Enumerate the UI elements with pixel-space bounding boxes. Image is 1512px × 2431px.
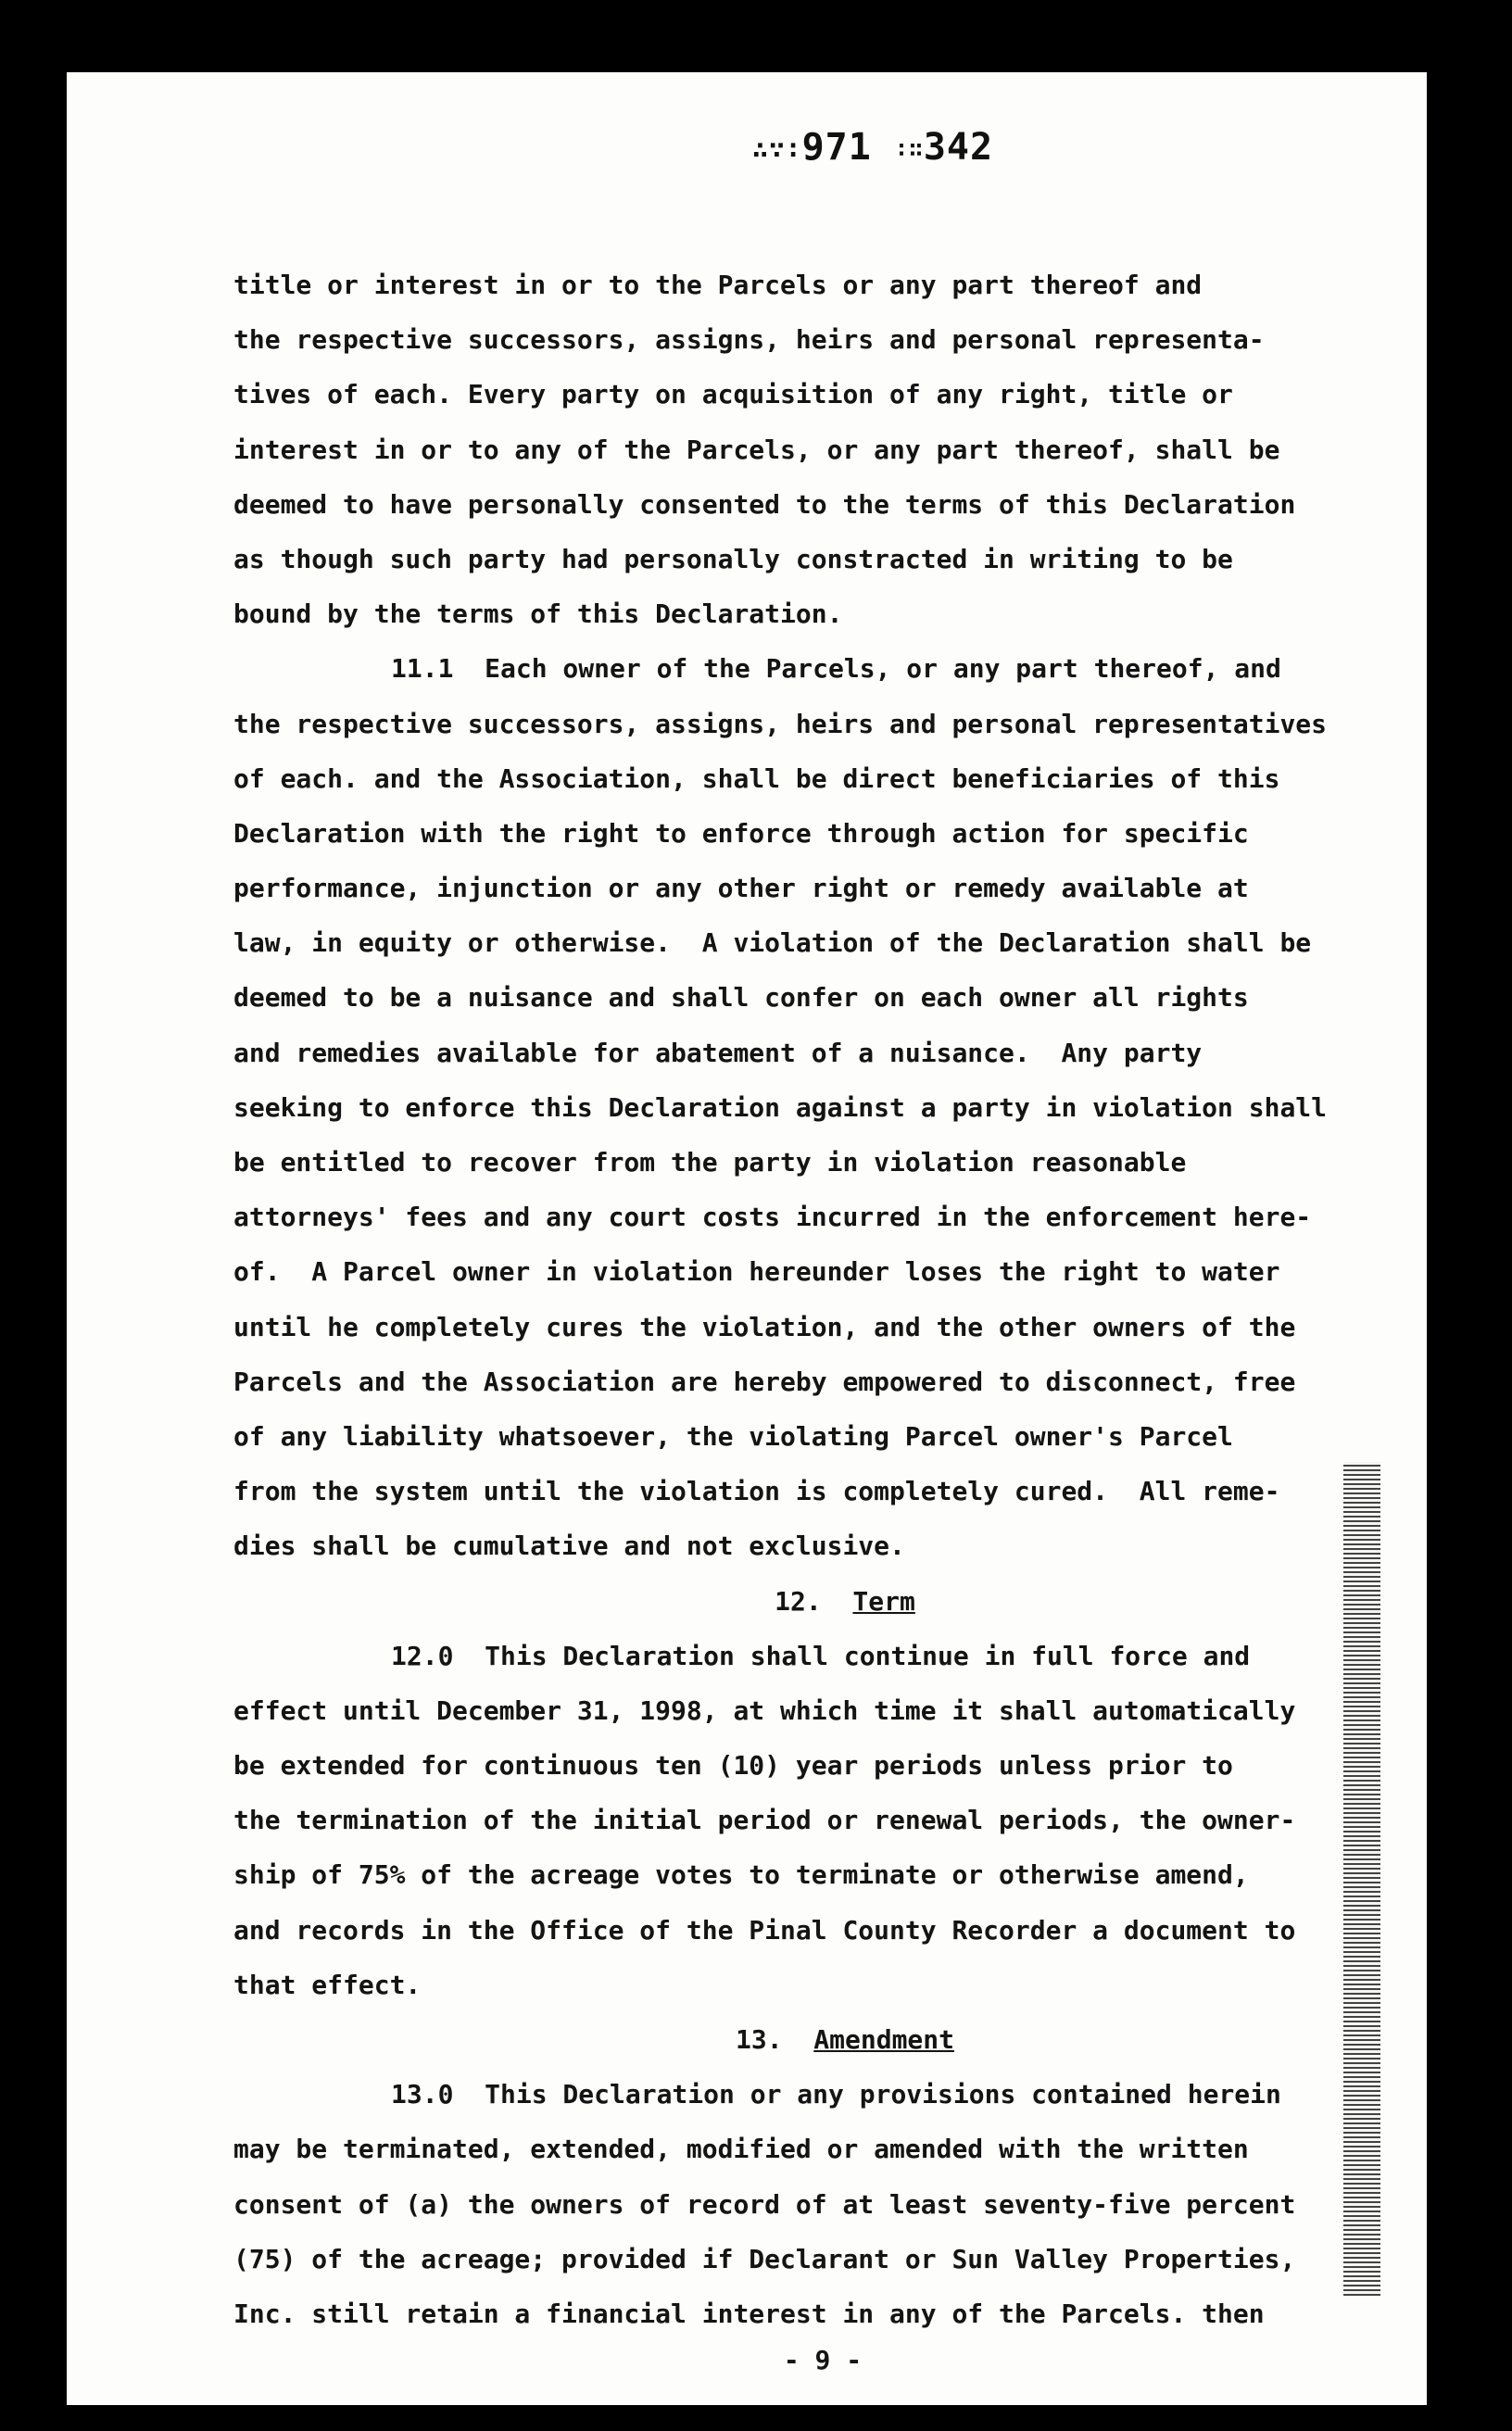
text-line: of any liability whatsoever, the violating Parcel owner's Parcel [233,1420,1233,1452]
text-line: Declaration with the right to enforce through action for specific [233,817,1249,849]
text-line: ship of 75% of the acreage votes to terminate or otherwise amend, [233,1859,1249,1891]
text-line: bound by the terms of this Declaration. [233,598,843,630]
text-line: deemed to be a nuisance and shall confer on each owner all rights [233,982,1249,1014]
text-line: from the system until the violation is completely cured. All reme- [233,1476,1280,1507]
text-line: may be terminated, extended, modified or amended with the written [233,2134,1249,2165]
text-line: seeking to enforce this Declaration against a party in violation shall [233,1091,1328,1123]
text-line: be entitled to recover from the party in violation reasonable [233,1147,1187,1178]
text-line: and records in the Office of the Pinal County Recorder a document to [233,1914,1296,1946]
text-line: dies shall be cumulative and not exclusive. [233,1530,905,1562]
book-number: 971 [801,126,872,169]
text-line: 13.0 This Declaration or any provisions contained herein [391,2079,1281,2110]
section-number: 12. [775,1585,822,1617]
text-line: title or interest in or to the Parcels or any part thereof and [233,270,1203,300]
text-line: consent of (a) the owners of record of at least seventy-five percent [233,2188,1296,2220]
section-title: Term [852,1585,915,1617]
section-title: Amendment [813,2024,954,2055]
text-line: of. A Parcel owner in violation hereunder loses the right to water [233,1256,1280,1288]
recording-page-number: 342 [923,126,994,169]
recording-reference [752,126,993,169]
text-line: law, in equity or otherwise. A violation of the Declaration shall be [233,927,1312,959]
text-line: as though such party had personally constracted in writing to be [233,543,1233,574]
text-line: Parcels and the Association are hereby empowered to disconnect, free [233,1366,1296,1397]
text-line: that effect. [233,1969,422,2000]
text-line: 11.1 Each owner of the Parcels, or any part thereof, and [391,653,1281,685]
section-number: 13. [735,2024,783,2055]
text-line: effect until December 31, 1998, at which time it shall automatically [233,1694,1296,1726]
text-line: Inc. still retain a financial interest in any of the Parcels. then [233,2298,1265,2329]
text-line: and remedies available for abatement of a nuisance. Any party [233,1037,1203,1068]
page-prefix: ∶∷ [894,136,924,162]
text-line: deemed to have personally consented to the terms of this Declaration [233,488,1296,520]
text-line: (75) of the acreage; provided if Declarant or Sun Valley Properties, [233,2243,1296,2274]
text-line: be extended for continuous ten (10) year periods unless prior to [233,1750,1233,1782]
text-line: performance, injunction or any other right or remedy available at [233,873,1249,904]
text-line: the termination of the initial period or renewal periods, the owner- [233,1805,1296,1836]
section-heading [233,1574,1456,1629]
text-line: the respective successors, assigns, heirs and personal representa- [233,324,1265,356]
page-number: - 9 - [783,2345,863,2375]
document-page [67,72,1427,2405]
text-line: the respective successors, assigns, heirs and personal representatives [233,708,1328,739]
text-line: until he completely cures the violation, and the other owners of the [233,1311,1296,1342]
section-heading [233,2012,1456,2067]
book-prefix: ∴∵∶ [752,133,802,165]
text-line: of each. and the Association, shall be direct beneficiaries of this [233,762,1280,794]
text-line: attorneys' fees and any court costs incurred in the enforcement here- [233,1202,1312,1233]
document-body [233,258,1456,2341]
text-line: tives of each. Every party on acquisition of any right, title or [233,379,1233,410]
text-line: 12.0 This Declaration shall continue in full force and [391,1640,1251,1671]
scan-border-top [0,0,1512,72]
text-line: interest in or to any of the Parcels, or any part thereof, shall be [233,434,1280,465]
